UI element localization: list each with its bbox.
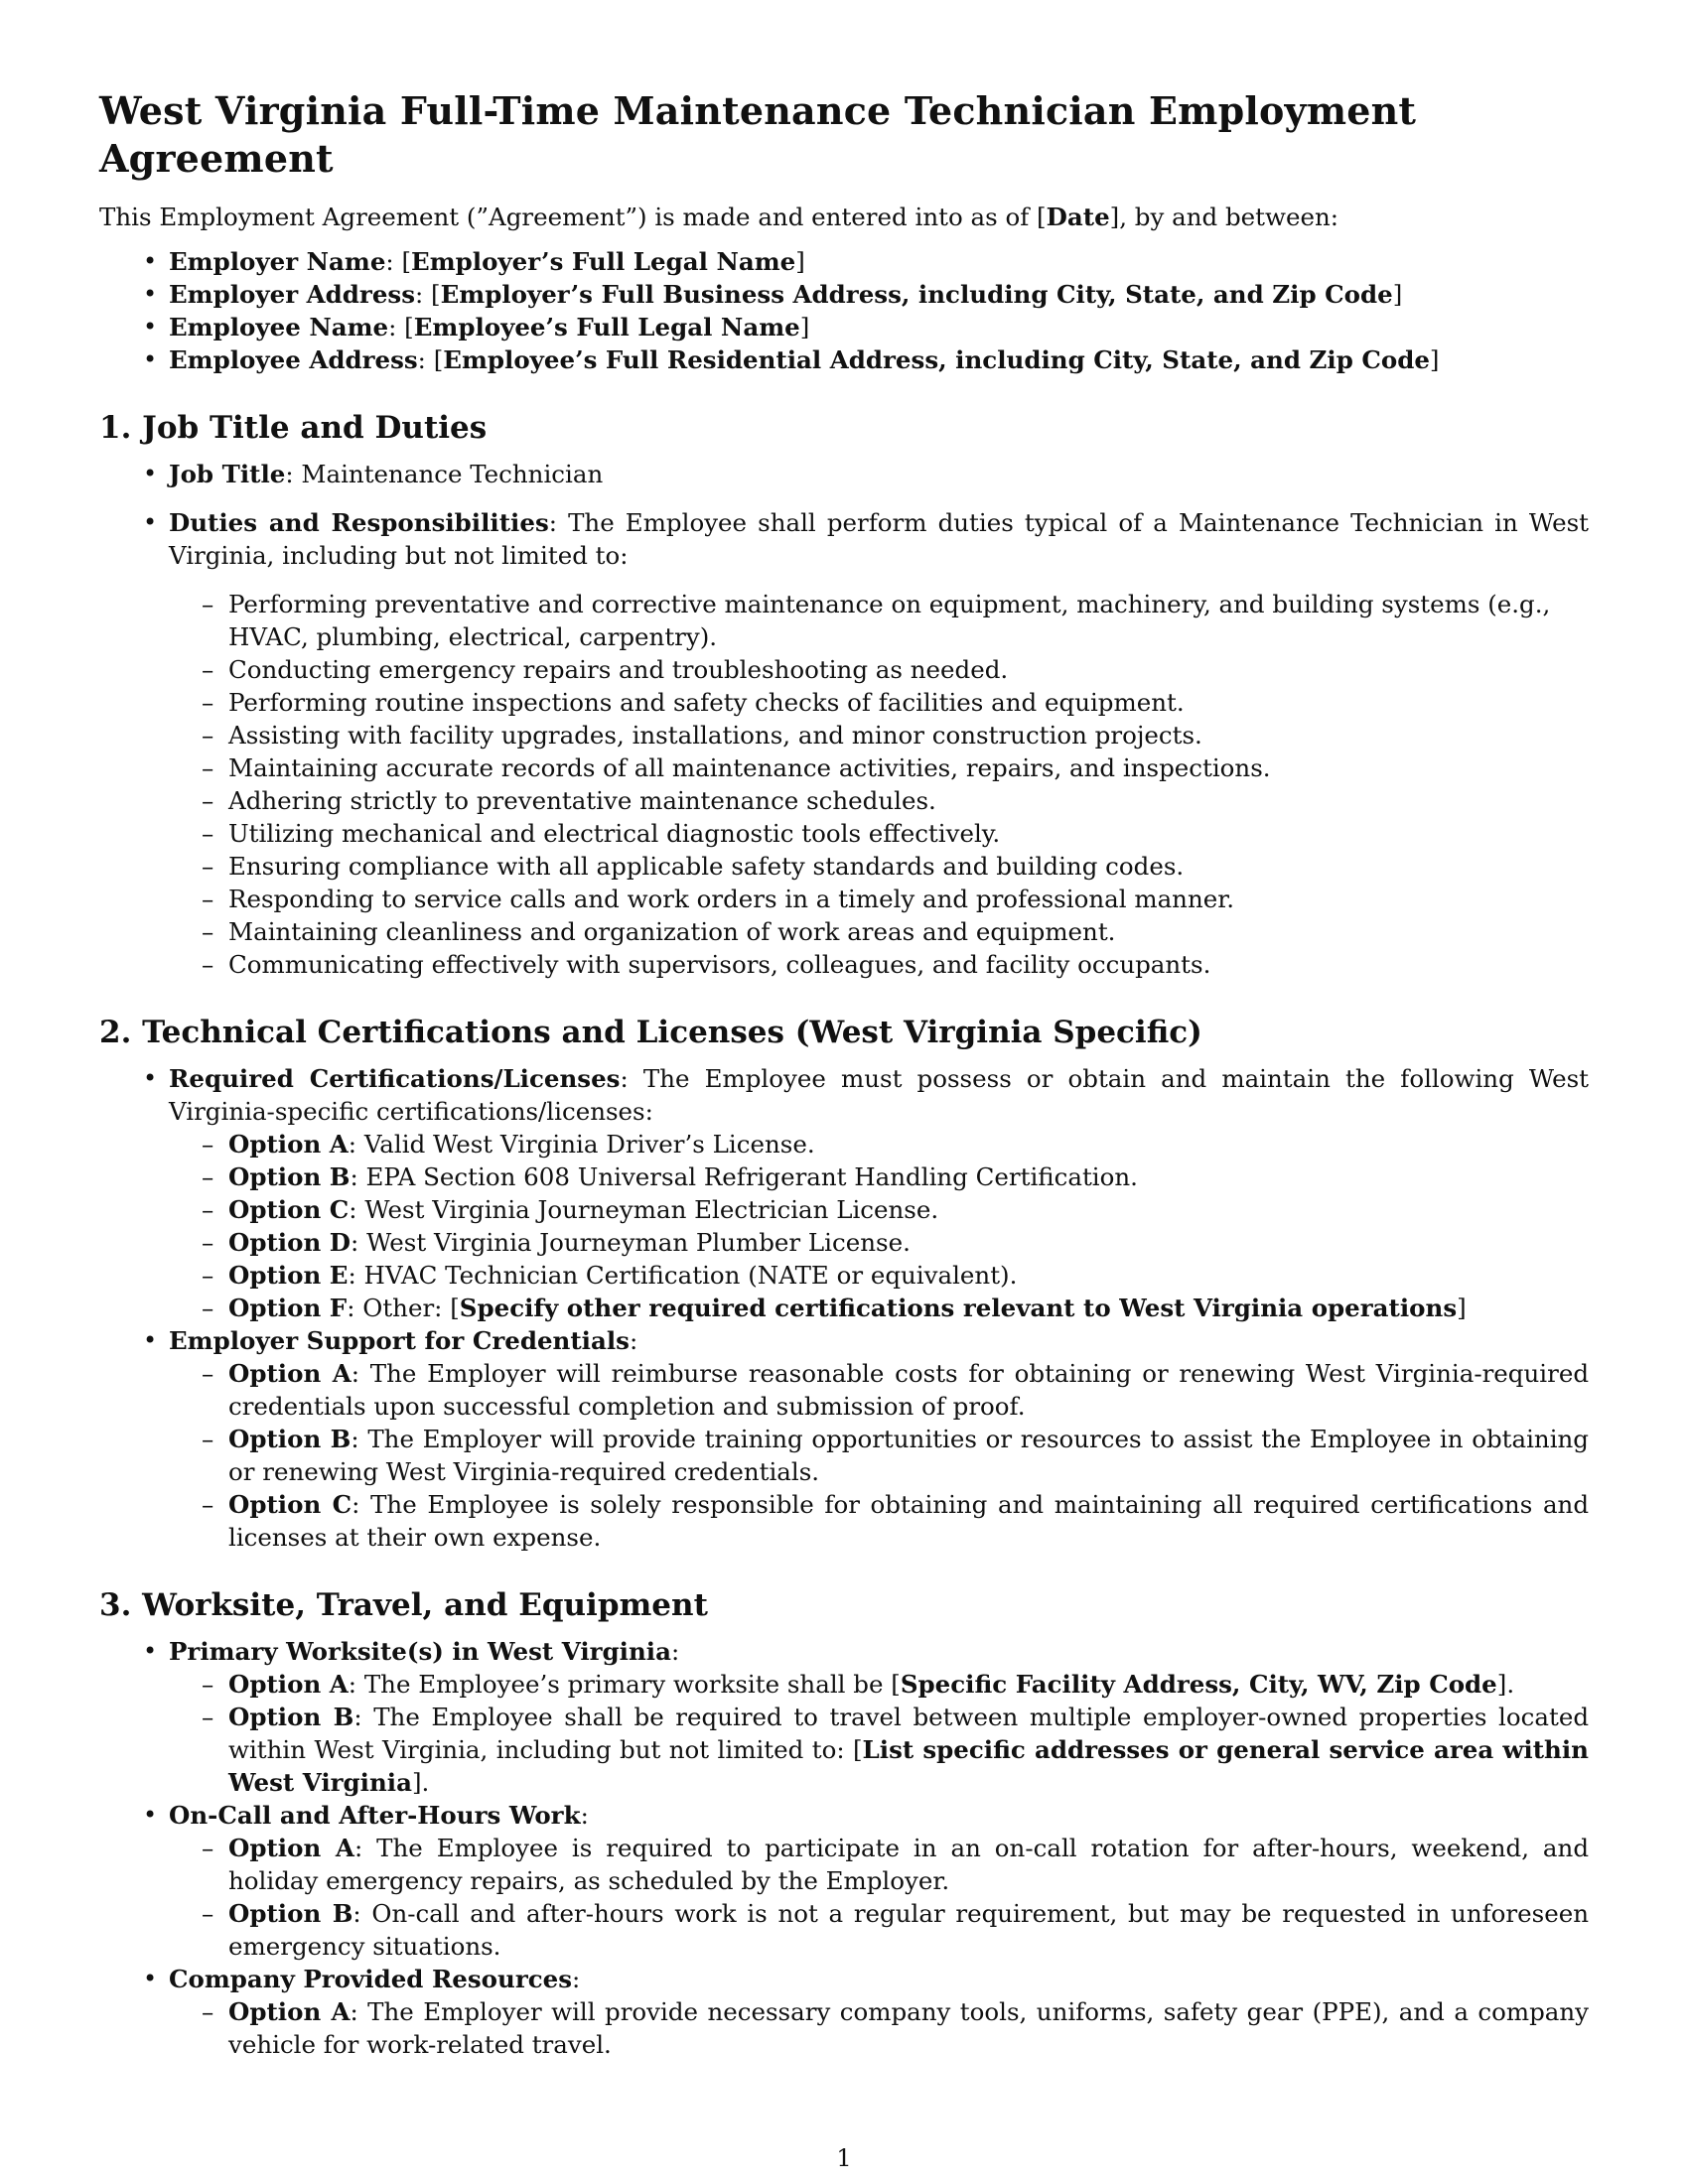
option-item: – Option A: Valid West Virginia Driver’s License. <box>169 1128 1589 1160</box>
intro-paragraph: This Employment Agreement (”Agreement”) is made and entered into as of [Date], by and between: <box>99 203 1338 231</box>
option-item: – Option A: The Employer will provide necessary company tools, uniforms, safety gear (PPE), and a company vehicle for work-related travel. <box>169 1995 1589 2061</box>
option-item: – Option F: Other: [Specify other required certifications relevant to West Virginia operations] <box>169 1292 1589 1324</box>
option-item: – Option B: The Employer will provide training opportunities or resources to assist the Employee in obtaining or renewing West Virginia-required credentials. <box>169 1423 1589 1488</box>
party-item: • Employee Name: [Employee’s Full Legal Name] <box>99 311 1589 343</box>
duties-list <box>169 588 1589 981</box>
party-item: • Employer Name: [Employer’s Full Legal Name] <box>99 245 1589 278</box>
option-item: – Option A: The Employee’s primary worksite shall be [Specific Facility Address, City, WV, Zip Code]. <box>169 1668 1589 1701</box>
duty-item: – Communicating effectively with supervisors, colleagues, and facility occupants. <box>169 948 1589 981</box>
option-item: – Option A: The Employee is required to participate in an on-call rotation for after-hours, weekend, and holiday emergency repairs, as scheduled by the Employer. <box>169 1832 1589 1897</box>
option-item: – Option C: The Employee is solely responsible for obtaining and maintaining all required certifications and licenses at their own expense. <box>169 1488 1589 1554</box>
document-title: West Virginia Full-Time Maintenance Technician Employment Agreement <box>99 88 1417 181</box>
company-resources-options <box>169 1995 1589 2061</box>
duty-item: – Maintaining accurate records of all maintenance activities, repairs, and inspections. <box>169 751 1589 784</box>
company-resources-item: • Company Provided Resources: – Option A: The Employer will provide necessary company tools, uniforms, safety gear (PPE), and a company vehicle for work-related travel. <box>99 1963 1589 2061</box>
section-job-title-duties <box>99 408 1589 981</box>
option-item: – Option A: The Employer will reimburse reasonable costs for obtaining or renewing West Virginia-required credentials upon successful completion and submission of proof. <box>169 1357 1589 1423</box>
duty-item: – Responding to service calls and work orders in a timely and professional manner. <box>169 883 1589 915</box>
on-call-options <box>169 1832 1589 1963</box>
parties-list <box>99 245 1589 376</box>
document-page <box>99 87 1589 2061</box>
duty-item: – Utilizing mechanical and electrical diagnostic tools effectively. <box>169 817 1589 850</box>
option-item: – Option B: On-call and after-hours work is not a regular requirement, but may be requested in unforeseen emergency situations. <box>169 1897 1589 1963</box>
duty-item: – Conducting emergency repairs and troubleshooting as needed. <box>169 653 1589 686</box>
section-heading: 1. Job Title and Duties <box>99 410 488 446</box>
duties-item: • Duties and Responsibilities: The Employee shall perform duties typical of a Maintenance Technician in West Virginia, including but not limited to: – Performing preventative and corrective maintenance on equipment, machinery, and building systems (e.g., HVAC, plumbing, electrical, carpentry). – Conducting emergency repairs and troubleshooting as needed. – Performing routine inspections and safety checks of facilities and equipment. – Assisting with facility upgrades, installations, and minor construction projects. – Maintaining accurate records of all maintenance activities, repairs, and inspections. – Adhering strictly to preventative maintenance schedules. – Utilizing mechanical and electrical diagnostic tools effectively. – Ensuring compliance with all applicable safety standards and building codes. – Responding to service calls and work orders in a timely and professional manner. – Maintaining cleanliness and organization of work areas and equipment. – Communicating effectively with supervisors, colleagues, and facility occupants. <box>99 506 1589 981</box>
employer-support-item: • Employer Support for Credentials: – Option A: The Employer will reimburse reasonable costs for obtaining or renewing West Virginia-required credentials upon successful completion and submission of proof. – Option B: The Employer will provide training opportunities or resources to assist the Employee in obtaining or renewing West Virginia-required credentials. – Option C: The Employee is solely responsible for obtaining and maintaining all required certifications and licenses at their own expense. <box>99 1324 1589 1554</box>
duty-item: – Performing preventative and corrective maintenance on equipment, machinery, and building systems (e.g., HVAC, plumbing, electrical, carpentry). <box>169 588 1589 653</box>
option-item: – Option E: HVAC Technician Certification (NATE or equivalent). <box>169 1259 1589 1292</box>
duty-item: – Assisting with facility upgrades, installations, and minor construction projects. <box>169 719 1589 751</box>
party-item: • Employee Address: [Employee’s Full Residential Address, including City, State, and Zip Code] <box>99 343 1589 376</box>
required-certifications-options <box>169 1128 1589 1324</box>
page-number: 1 <box>836 2144 852 2172</box>
option-item: – Option B: EPA Section 608 Universal Refrigerant Handling Certification. <box>169 1160 1589 1193</box>
party-item: • Employer Address: [Employer’s Full Business Address, including City, State, and Zip Code] <box>99 278 1589 311</box>
duty-item: – Maintaining cleanliness and organization of work areas and equipment. <box>169 915 1589 948</box>
section-heading: 2. Technical Certifications and Licenses (West Virginia Specific) <box>99 1015 1202 1050</box>
required-certifications-item: • Required Certifications/Licenses: The Employee must possess or obtain and maintain the following West Virginia-specific certifications/licenses: – Option A: Valid West Virginia Driver’s License. – Option B: EPA Section 608 Universal Refrigerant Handling Certification. – Option C: West Virginia Journeyman Electrician License. – Option D: West Virginia Journeyman Plumber License. – Option E: HVAC Technician Certification (NATE or equivalent). – Option F: Other: [Specify other required certifications relevant to West Virginia operations] <box>99 1062 1589 1324</box>
date-placeholder: Date <box>1046 203 1110 231</box>
option-item: – Option C: West Virginia Journeyman Electrician License. <box>169 1193 1589 1226</box>
on-call-item: • On-Call and After-Hours Work: – Option A: The Employee is required to participate in an on-call rotation for after-hours, weekend, and holiday emergency repairs, as scheduled by the Employer. – Option B: On-call and after-hours work is not a regular requirement, but may be requested in unforeseen emergency situations. <box>99 1799 1589 1963</box>
option-item: – Option B: The Employee shall be required to travel between multiple employer-owned properties located within West Virginia, including but not limited to: [List specific addresses or general service area within West Virginia]. <box>169 1701 1589 1799</box>
worksite-item: • Primary Worksite(s) in West Virginia: – Option A: The Employee’s primary worksite shall be [Specific Facility Address, City, WV, Zip Code]. – Option B: The Employee shall be required to travel between multiple employer-owned properties located within West Virginia, including but not limited to: [List specific addresses or general service area within West Virginia]. <box>99 1635 1589 1799</box>
job-title-item: • Job Title: Maintenance Technician <box>99 458 1589 490</box>
section-heading: 3. Worksite, Travel, and Equipment <box>99 1587 708 1623</box>
option-item: – Option D: West Virginia Journeyman Plumber License. <box>169 1226 1589 1259</box>
section-certifications <box>99 1013 1589 1554</box>
employer-support-options <box>169 1357 1589 1554</box>
duty-item: – Ensuring compliance with all applicable safety standards and building codes. <box>169 850 1589 883</box>
duty-item: – Adhering strictly to preventative maintenance schedules. <box>169 784 1589 817</box>
worksite-options <box>169 1668 1589 1799</box>
duty-item: – Performing routine inspections and safety checks of facilities and equipment. <box>169 686 1589 719</box>
section-worksite <box>99 1585 1589 2061</box>
